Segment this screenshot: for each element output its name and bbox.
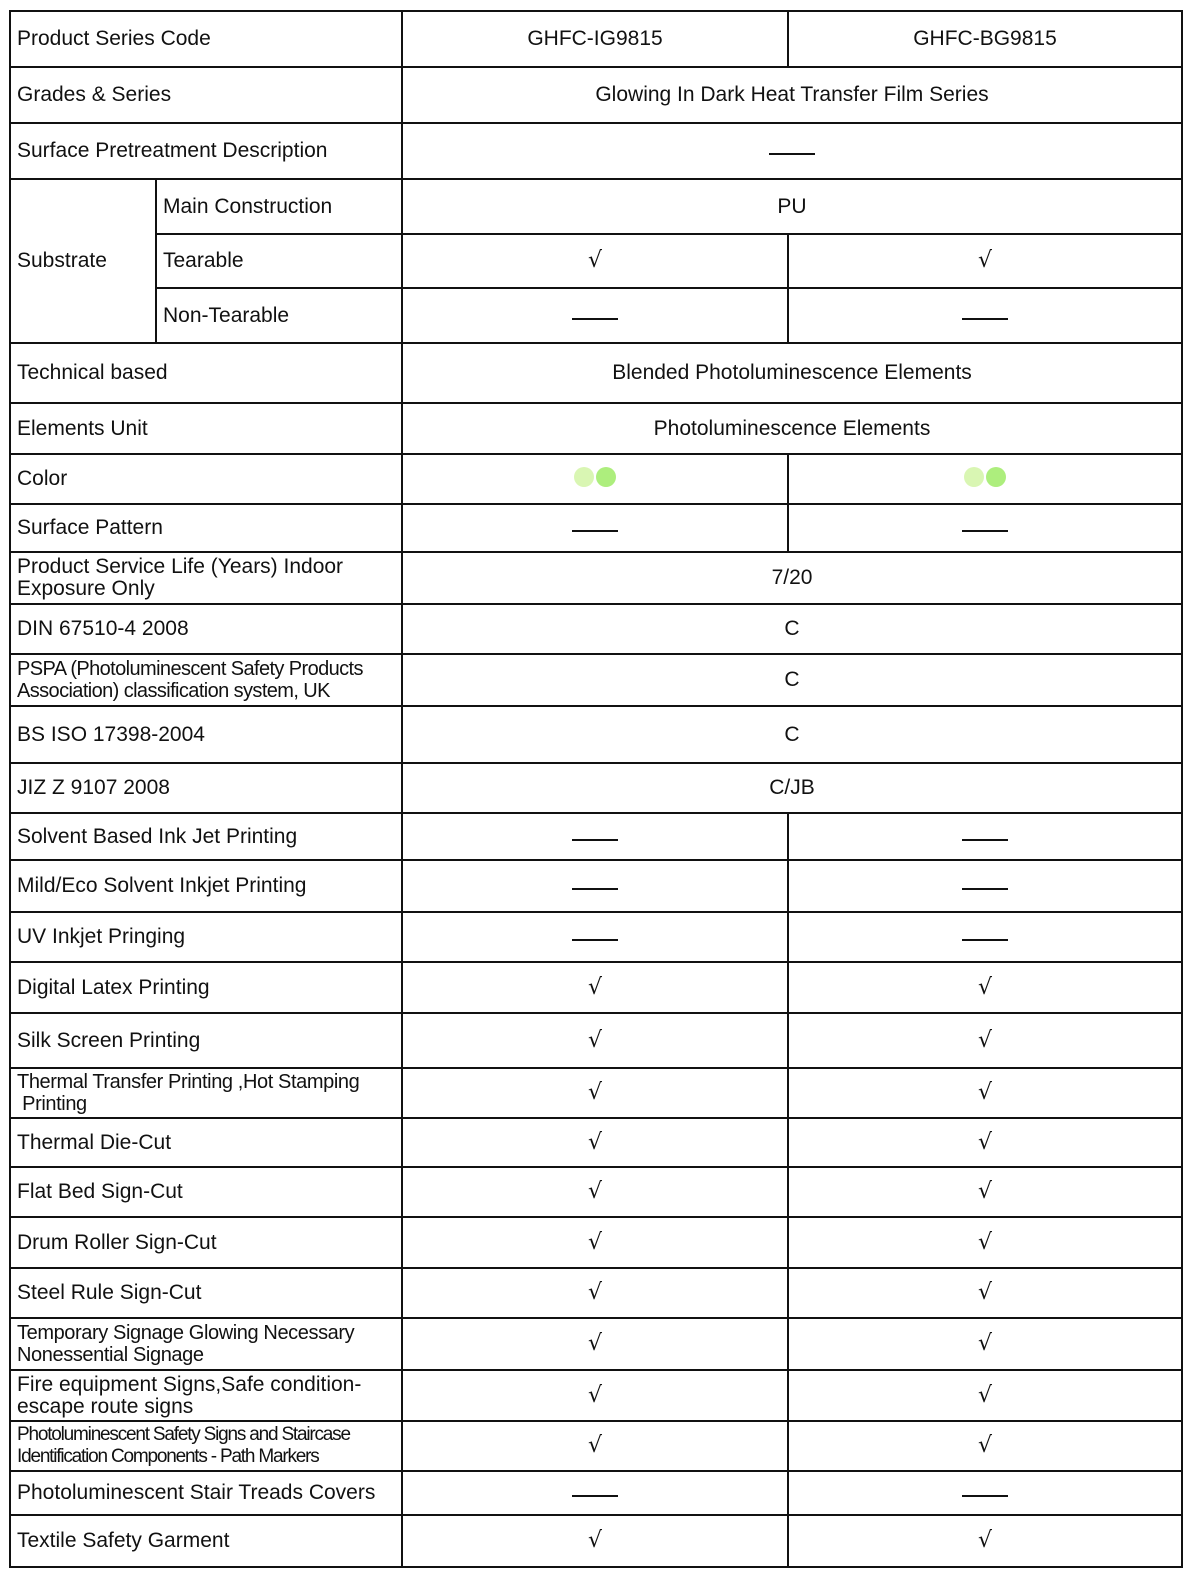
check-mark: √ — [587, 248, 603, 273]
temporary-signage-label — [10, 1318, 402, 1370]
check-mark: √ — [587, 1027, 603, 1053]
color-dot-light — [574, 467, 594, 487]
dash-mark — [572, 888, 618, 890]
fire-equipment-label — [10, 1370, 402, 1421]
label-line: Nonessential Signage — [17, 1344, 204, 1366]
grades-series-value: Glowing In Dark Heat Transfer Film Series — [402, 67, 1182, 123]
check-mark: √ — [977, 1129, 993, 1155]
temporary-signage-bg9815 — [788, 1318, 1182, 1370]
check-mark: √ — [587, 1179, 603, 1204]
tearable-ig9815 — [402, 234, 788, 288]
latex-label: Digital Latex Printing — [10, 962, 402, 1013]
photoluminescent-signs-bg9815 — [788, 1421, 1182, 1471]
tearable-label: Tearable — [156, 234, 402, 288]
solvent-ig9815 — [402, 813, 788, 860]
flat-bed-label: Flat Bed Sign-Cut — [10, 1167, 402, 1217]
bs-iso-value: C — [402, 706, 1182, 763]
row-non-tearable — [10, 288, 1182, 343]
surface-pretreatment-value — [402, 123, 1182, 179]
photoluminescent-signs-ig9815 — [402, 1421, 788, 1471]
steel-rule-label: Steel Rule Sign-Cut — [10, 1268, 402, 1318]
mild-eco-ig9815 — [402, 860, 788, 912]
color-swatch — [574, 467, 616, 487]
dash-mark — [572, 1495, 618, 1497]
uv-ig9815 — [402, 912, 788, 962]
color-ig9815 — [402, 454, 788, 504]
drum-ig9815 — [402, 1217, 788, 1268]
row-din — [10, 604, 1182, 654]
row-product-series-code — [10, 11, 1182, 67]
silk-bg9815 — [788, 1013, 1182, 1068]
check-mark: √ — [587, 1229, 603, 1255]
stair-treads-label: Photoluminescent Stair Treads Covers — [10, 1471, 402, 1515]
mild-eco-bg9815 — [788, 860, 1182, 912]
fire-equipment-ig9815 — [402, 1370, 788, 1421]
label-line: Photoluminescent Safety Signs and Staircase — [17, 1424, 350, 1445]
label-line: Association) classification system, UK — [17, 680, 330, 702]
row-jiz — [10, 763, 1182, 813]
check-mark: √ — [977, 974, 993, 1000]
pspa-label — [10, 654, 402, 706]
textile-ig9815 — [402, 1515, 788, 1567]
uv-bg9815 — [788, 912, 1182, 962]
stair-treads-bg9815 — [788, 1471, 1182, 1515]
label-line: PSPA (Photoluminescent Safety Products — [17, 658, 363, 680]
jiz-label: JIZ Z 9107 2008 — [10, 763, 402, 813]
thermal-transfer-ig9815 — [402, 1068, 788, 1118]
dash-mark — [962, 530, 1008, 532]
surface-pattern-label: Surface Pattern — [10, 504, 402, 552]
dash-mark — [962, 1495, 1008, 1497]
die-cut-bg9815 — [788, 1118, 1182, 1167]
row-grades-series — [10, 67, 1182, 123]
grades-series-label: Grades & Series — [10, 67, 402, 123]
dash-mark — [962, 318, 1008, 320]
row-flat-bed — [10, 1167, 1182, 1217]
tearable-bg9815 — [788, 234, 1182, 288]
mild-eco-label: Mild/Eco Solvent Inkjet Printing — [10, 860, 402, 912]
row-solvent — [10, 813, 1182, 860]
color-dot-dark — [596, 467, 616, 487]
din-value: C — [402, 604, 1182, 654]
dash-mark — [572, 939, 618, 941]
flat-bed-ig9815 — [402, 1167, 788, 1217]
textile-bg9815 — [788, 1515, 1182, 1567]
die-cut-label: Thermal Die-Cut — [10, 1118, 402, 1167]
row-steel-rule — [10, 1268, 1182, 1318]
flat-bed-bg9815 — [788, 1167, 1182, 1217]
textile-label: Textile Safety Garment — [10, 1515, 402, 1567]
silk-ig9815 — [402, 1013, 788, 1068]
label-line: Exposure Only — [17, 577, 155, 600]
surface-pattern-bg9815 — [788, 504, 1182, 552]
latex-ig9815 — [402, 962, 788, 1013]
row-uv — [10, 912, 1182, 962]
label-line: Fire equipment Signs,Safe condition- — [17, 1372, 362, 1396]
row-mild-eco — [10, 860, 1182, 912]
row-silk — [10, 1013, 1182, 1068]
product-series-code-label: Product Series Code — [10, 11, 402, 67]
technical-based-label: Technical based — [10, 343, 402, 403]
thermal-transfer-bg9815 — [788, 1068, 1182, 1118]
check-mark: √ — [587, 1129, 603, 1155]
check-mark: √ — [587, 974, 603, 1000]
uv-label: UV Inkjet Pringing — [10, 912, 402, 962]
row-surface-pattern — [10, 504, 1182, 552]
check-mark: √ — [977, 1179, 993, 1204]
technical-based-value: Blended Photoluminescence Elements — [402, 343, 1182, 403]
row-tearable — [10, 234, 1182, 288]
pspa-value: C — [402, 654, 1182, 706]
die-cut-ig9815 — [402, 1118, 788, 1167]
dash-mark — [962, 888, 1008, 890]
row-fire-equipment — [10, 1370, 1182, 1421]
spec-table — [9, 10, 1183, 1568]
row-temporary-signage — [10, 1318, 1182, 1370]
temporary-signage-ig9815 — [402, 1318, 788, 1370]
dash-mark — [769, 153, 815, 155]
label-line: escape route signs — [17, 1394, 194, 1418]
series-code-ig9815: GHFC-IG9815 — [402, 11, 788, 67]
label-line: Identification Components - Path Markers — [17, 1446, 319, 1467]
row-bs-iso — [10, 706, 1182, 763]
check-mark: √ — [977, 1433, 993, 1458]
row-die-cut — [10, 1118, 1182, 1167]
elements-unit-label: Elements Unit — [10, 403, 402, 454]
photoluminescent-signs-label — [10, 1421, 402, 1471]
check-mark: √ — [977, 1280, 993, 1305]
check-mark: √ — [977, 1528, 993, 1553]
check-mark: √ — [977, 1229, 993, 1255]
elements-unit-value: Photoluminescence Elements — [402, 403, 1182, 454]
bs-iso-label: BS ISO 17398-2004 — [10, 706, 402, 763]
drum-bg9815 — [788, 1217, 1182, 1268]
service-life-value: 7/20 — [402, 552, 1182, 604]
check-mark: √ — [977, 1080, 993, 1105]
label-line: Printing — [17, 1093, 87, 1115]
stair-treads-ig9815 — [402, 1471, 788, 1515]
check-mark: √ — [977, 1382, 993, 1408]
dash-mark — [962, 939, 1008, 941]
color-dot-light — [964, 467, 984, 487]
dash-mark — [572, 318, 618, 320]
row-drum — [10, 1217, 1182, 1268]
color-bg9815 — [788, 454, 1182, 504]
non-tearable-ig9815 — [402, 288, 788, 343]
row-elements-unit — [10, 403, 1182, 454]
dash-mark — [572, 530, 618, 532]
jiz-value: C/JB — [402, 763, 1182, 813]
check-mark: √ — [977, 1027, 993, 1053]
solvent-bg9815 — [788, 813, 1182, 860]
row-main-construction — [10, 179, 1182, 234]
label-line: Thermal Transfer Printing ,Hot Stamping — [17, 1071, 360, 1093]
row-latex — [10, 962, 1182, 1013]
row-stair-treads — [10, 1471, 1182, 1515]
row-color — [10, 454, 1182, 504]
steel-rule-bg9815 — [788, 1268, 1182, 1318]
label-line: Product Service Life (Years) Indoor — [17, 555, 344, 578]
silk-label: Silk Screen Printing — [10, 1013, 402, 1068]
row-thermal-transfer — [10, 1068, 1182, 1118]
label-line: Temporary Signage Glowing Necessary — [17, 1322, 355, 1344]
row-textile — [10, 1515, 1182, 1567]
check-mark: √ — [977, 1331, 993, 1356]
color-swatch — [964, 467, 1006, 487]
color-dot-dark — [986, 467, 1006, 487]
non-tearable-label: Non-Tearable — [156, 288, 402, 343]
row-surface-pretreatment — [10, 123, 1182, 179]
dash-mark — [572, 839, 618, 841]
solvent-label: Solvent Based Ink Jet Printing — [10, 813, 402, 860]
check-mark: √ — [587, 1382, 603, 1408]
check-mark: √ — [587, 1528, 603, 1553]
row-service-life — [10, 552, 1182, 604]
check-mark: √ — [587, 1331, 603, 1356]
row-technical-based — [10, 343, 1182, 403]
surface-pattern-ig9815 — [402, 504, 788, 552]
check-mark: √ — [587, 1280, 603, 1305]
check-mark: √ — [587, 1433, 603, 1458]
fire-equipment-bg9815 — [788, 1370, 1182, 1421]
main-construction-label: Main Construction — [156, 179, 402, 234]
substrate-label: Substrate — [10, 179, 156, 343]
dash-mark — [962, 839, 1008, 841]
latex-bg9815 — [788, 962, 1182, 1013]
drum-label: Drum Roller Sign-Cut — [10, 1217, 402, 1268]
row-pspa — [10, 654, 1182, 706]
check-mark: √ — [977, 248, 993, 273]
check-mark: √ — [587, 1080, 603, 1105]
non-tearable-bg9815 — [788, 288, 1182, 343]
series-code-bg9815: GHFC-BG9815 — [788, 11, 1182, 67]
surface-pretreatment-label: Surface Pretreatment Description — [10, 123, 402, 179]
steel-rule-ig9815 — [402, 1268, 788, 1318]
din-label: DIN 67510-4 2008 — [10, 604, 402, 654]
main-construction-value: PU — [402, 179, 1182, 234]
row-photoluminescent-signs — [10, 1421, 1182, 1471]
color-label: Color — [10, 454, 402, 504]
thermal-transfer-label — [10, 1068, 402, 1118]
service-life-label — [10, 552, 402, 604]
